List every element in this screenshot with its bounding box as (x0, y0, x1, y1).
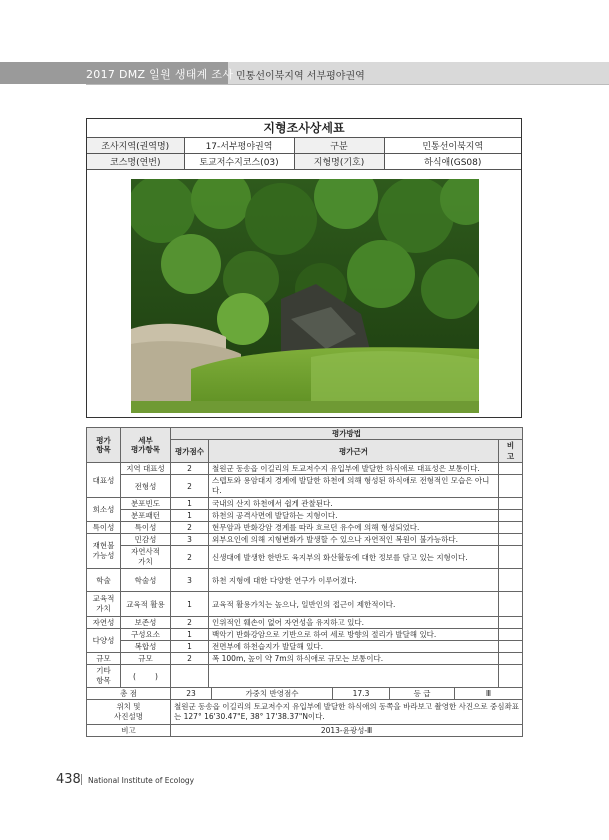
eval-category: 자연성 (87, 617, 121, 629)
total-label: 총 점 (87, 688, 171, 700)
header-subtitle: 민통선이북지역 서부평야권역 (236, 71, 365, 82)
eval-note (499, 653, 523, 665)
doc-title: 지형조사상세표 (87, 119, 521, 138)
eval-row (87, 641, 523, 653)
eval-subcategory: 교육적 활용 (121, 592, 171, 617)
eval-row (87, 617, 523, 629)
evaluation-table (86, 427, 523, 737)
eval-basis: 스텝토와 용암대지 경계에 발달한 하천에 의해 형성된 하식애로 전형적인 모습은 아니다. (209, 475, 499, 498)
info-value: 하식애(GS08) (384, 154, 521, 170)
eval-note (499, 546, 523, 569)
col-method-header: 평가방법 (171, 428, 523, 440)
eval-row (87, 475, 523, 498)
eval-row (87, 510, 523, 522)
info-label: 구분 (294, 138, 384, 154)
site-photo (131, 179, 479, 413)
eval-basis: 국내의 산지 하천에서 쉽게 관찰된다. (209, 498, 499, 510)
eval-category: 특이성 (87, 522, 121, 534)
grade-value: Ⅲ (485, 689, 492, 698)
eval-note (499, 510, 523, 522)
footer-organization: National Institute of Ecology (88, 776, 195, 785)
eval-note (499, 463, 523, 475)
header-rule (86, 84, 609, 85)
eval-subcategory: 자연사적 가치 (121, 546, 171, 569)
weighted-score: 17.3 (333, 688, 390, 699)
eval-row (87, 522, 523, 534)
eval-note (499, 592, 523, 617)
location-text: 철원군 동송읍 이길리의 토교저수지 유입부에 발달한 하식애의 동쪽을 바라보고 촬영한 사진으로 중심좌표는 127° 16'30.47"E, 38° 17'38.37"N이다. (171, 700, 523, 725)
eval-row (87, 463, 523, 475)
eval-subcategory: 지역 대표성 (121, 463, 171, 475)
info-row (87, 154, 521, 170)
eval-basis: 철원군 동송읍 이길리의 토교저수지 유입부에 발달한 하식애로 대표성은 보통이다. (209, 463, 499, 475)
eval-row (87, 569, 523, 592)
eval-category: 교육적 가치 (87, 592, 121, 617)
eval-subcategory: 특이성 (121, 522, 171, 534)
location-row (87, 700, 523, 725)
eval-basis: 백악기 반화강암으로 기반으로 하여 세로 방향의 절리가 발달해 있다. (209, 629, 499, 641)
eval-row (87, 498, 523, 510)
eval-score: 1 (171, 641, 209, 653)
eval-row (87, 629, 523, 641)
grade-label: 등 급 (390, 688, 455, 699)
eval-subcategory: 복합성 (121, 641, 171, 653)
footer-divider (81, 774, 82, 785)
eval-score: 3 (171, 569, 209, 592)
eval-basis (209, 665, 499, 688)
eval-subcategory: 구성요소 (121, 629, 171, 641)
col-basis-header: 평가근거 (209, 440, 499, 463)
eval-subcategory: ( ) (121, 665, 171, 688)
eval-score: 1 (171, 510, 209, 522)
info-value: 17-서부평야권역 (184, 138, 294, 154)
info-table (87, 137, 521, 170)
eval-basis: 전면부에 하천습지가 발달해 있다. (209, 641, 499, 653)
eval-score: 1 (171, 498, 209, 510)
eval-subcategory: 보존성 (121, 617, 171, 629)
eval-category: 재현불 가능성 (87, 534, 121, 569)
eval-row (87, 653, 523, 665)
eval-note (499, 617, 523, 629)
header-title: 2017 DMZ 일원 생태계 조사 (86, 68, 234, 81)
eval-subcategory: 전형성 (121, 475, 171, 498)
eval-note (499, 498, 523, 510)
remark-label: 비고 (87, 725, 171, 737)
eval-category: 희소성 (87, 498, 121, 522)
eval-header-row (87, 428, 523, 440)
cliff-landscape-image (131, 179, 479, 413)
page-number: 438 (56, 772, 81, 787)
eval-basis: 신생대에 발생한 한반도 육지부의 화산활동에 대한 정보를 담고 있는 지형이다. (209, 546, 499, 569)
eval-basis: 교육적 활용가치는 높으나, 일반인의 접근이 제한적이다. (209, 592, 499, 617)
eval-score: 3 (171, 534, 209, 546)
eval-subcategory: 분포빈도 (121, 498, 171, 510)
weighted-label: 가중치 반영점수 (211, 688, 333, 699)
info-label: 조사지역(권역명) (87, 138, 184, 154)
eval-note (499, 665, 523, 688)
eval-score: 1 (171, 629, 209, 641)
total-row (87, 688, 523, 700)
eval-row (87, 665, 523, 688)
total-score: 23 (186, 689, 196, 698)
eval-score: 1 (171, 592, 209, 617)
info-value: 토교저수지코스(03) (184, 154, 294, 170)
eval-note (499, 629, 523, 641)
eval-subcategory: 민감성 (121, 534, 171, 546)
eval-score: 2 (171, 522, 209, 534)
eval-category: 기타 항목 (87, 665, 121, 688)
eval-basis: 하천 지형에 대한 다양한 연구가 이루어졌다. (209, 569, 499, 592)
eval-subcategory: 규모 (121, 653, 171, 665)
eval-score: 2 (171, 475, 209, 498)
total-cells (171, 688, 523, 700)
eval-subcategory: 학술성 (121, 569, 171, 592)
info-row (87, 138, 521, 154)
location-label: 위치 및 사진설명 (87, 700, 171, 725)
eval-score: 2 (171, 463, 209, 475)
eval-category: 규모 (87, 653, 121, 665)
eval-basis: 하천의 공격사면에 발달하는 지형이다. (209, 510, 499, 522)
eval-category: 다양성 (87, 629, 121, 653)
remark-row (87, 725, 523, 737)
info-value: 민통선이북지역 (384, 138, 521, 154)
survey-frame (86, 118, 522, 418)
eval-row (87, 534, 523, 546)
eval-score: 2 (171, 653, 209, 665)
eval-basis: 인위적인 훼손이 없어 자연성을 유지하고 있다. (209, 617, 499, 629)
eval-category: 대표성 (87, 463, 121, 498)
eval-row (87, 546, 523, 569)
eval-note (499, 475, 523, 498)
info-label: 코스명(연번) (87, 154, 184, 170)
eval-note (499, 641, 523, 653)
eval-basis: 외부요인에 의해 지형변화가 발생할 수 있으나 자연적인 복원이 불가능하다. (209, 534, 499, 546)
col-category-header: 평가 항목 (87, 428, 121, 463)
eval-score: 2 (171, 546, 209, 569)
col-note-header: 비 고 (499, 440, 523, 463)
eval-basis: 폭 100m, 높이 약 7m의 하식애로 규모는 보통이다. (209, 653, 499, 665)
eval-note (499, 522, 523, 534)
remark-text: 2013-윤광성-Ⅲ (171, 725, 523, 737)
eval-category: 학술 (87, 569, 121, 592)
eval-row (87, 592, 523, 617)
eval-note (499, 569, 523, 592)
eval-note (499, 534, 523, 546)
eval-subcategory: 분포패턴 (121, 510, 171, 522)
eval-score (171, 665, 209, 688)
col-subcategory-header: 세부 평가항목 (121, 428, 171, 463)
info-label: 지형명(기호) (294, 154, 384, 170)
eval-basis: 현무암과 반화강암 경계를 따라 흐르던 유수에 의해 형성되었다. (209, 522, 499, 534)
col-score-header: 평가점수 (171, 440, 209, 463)
eval-score: 2 (171, 617, 209, 629)
